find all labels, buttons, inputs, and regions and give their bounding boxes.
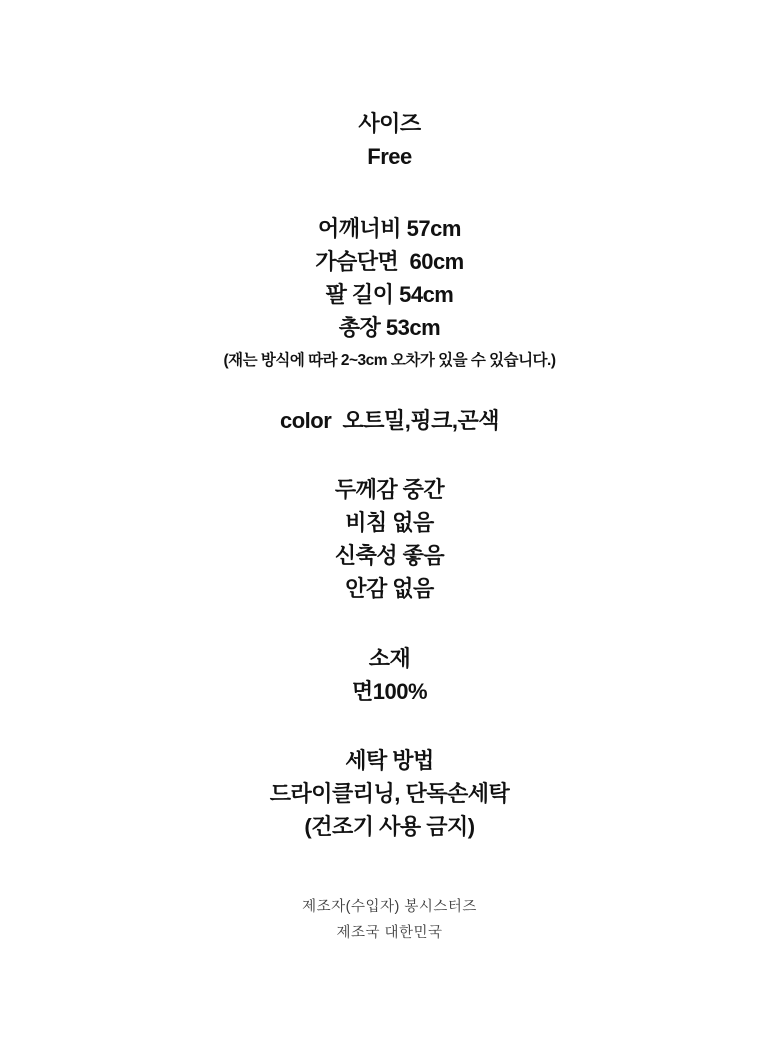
size-title: 사이즈 [358, 111, 421, 136]
fabric-properties-section [0, 473, 779, 605]
measurement-chest: 가슴단면 60cm [315, 249, 464, 274]
manufacturer-country: 제조국 대한민국 [336, 925, 443, 941]
measurement-length: 총장 53cm [338, 315, 441, 340]
fabric-thickness: 두께감 중간 [334, 477, 445, 502]
fabric-stretch: 신축성 좋음 [334, 543, 445, 568]
measurement-tolerance-note: (재는 방식에 따라 2~3cm 오차가 있을 수 있습니다.) [223, 352, 556, 369]
care-method: 드라이클리닝, 단독손세탁 [269, 781, 510, 806]
fabric-sheerness: 비침 없음 [345, 510, 434, 535]
size-value: Free [367, 144, 412, 169]
material-title: 소재 [368, 646, 411, 671]
material-value: 면100% [351, 679, 428, 704]
fabric-lining: 안감 없음 [345, 576, 434, 601]
care-section [0, 744, 779, 843]
manufacturer-name: 제조자(수입자) 봉시스터즈 [302, 899, 477, 915]
care-warning: (건조기 사용 금지) [304, 814, 475, 839]
measurements-section [0, 212, 779, 377]
manufacturer-section [0, 894, 779, 946]
care-title: 세탁 방법 [345, 748, 434, 773]
measurement-shoulder: 어깨너비 57cm [318, 216, 461, 241]
color-section [0, 404, 779, 437]
color-options: color 오트밀,핑크,곤색 [280, 408, 499, 433]
measurement-sleeve: 팔 길이 54cm [325, 282, 454, 307]
material-section [0, 642, 779, 708]
size-section [0, 107, 779, 173]
